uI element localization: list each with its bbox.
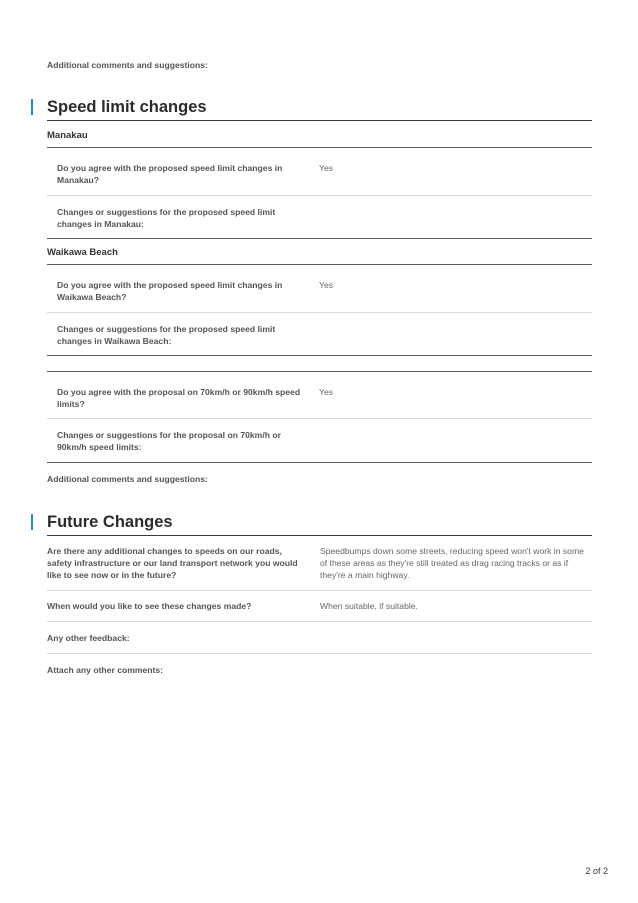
question-row [47, 148, 592, 196]
answer-value: Speedbumps down some streets, reducing speed won't work in some of these areas as they're still treated as drag racing tracks or as if they're a main highway. [320, 546, 584, 580]
section-heading-future-changes [47, 511, 592, 536]
question-row [47, 419, 592, 463]
question-label: Are there any additional changes to speeds on our roads, safety infrastructure or our land transport network you would like to see now or in the future? [47, 546, 298, 580]
question-row [47, 265, 592, 313]
section-title: Future Changes [47, 513, 173, 531]
section-accent-bar [31, 514, 33, 530]
answer-value: When suitable, if suitable. [320, 601, 418, 611]
section-accent-bar [31, 99, 33, 115]
answer-value: Yes [319, 280, 334, 290]
answer-value: Yes [319, 163, 334, 173]
section-heading-speed-limit [47, 96, 592, 121]
subsection-heading-waikawa-beach: Waikawa Beach [47, 247, 592, 265]
attach-comments-label: Attach any other comments: [47, 665, 164, 675]
question-row [47, 537, 592, 591]
question-label: Changes or suggestions for the proposed speed limit changes in Waikawa Beach: [57, 324, 276, 346]
question-label: Changes or suggestions for the proposed speed limit changes in Manakau: [57, 207, 276, 229]
question-label: Do you agree with the proposed speed limit changes in Manakau? [57, 163, 283, 185]
question-label: Do you agree with the proposed speed limit changes in Waikawa Beach? [57, 280, 283, 302]
page-number: 2 of 2 [585, 866, 608, 876]
subsection-heading-empty [47, 357, 592, 372]
question-row [47, 591, 592, 622]
question-row [47, 622, 592, 654]
additional-comments-label: Additional comments and suggestions: [47, 60, 208, 70]
additional-comments-label: Additional comments and suggestions: [47, 474, 208, 484]
answer-value: Yes [319, 387, 334, 397]
question-label: Any other feedback: [47, 633, 130, 643]
section-title: Speed limit changes [47, 98, 207, 116]
subsection-heading-manakau: Manakau [47, 130, 592, 148]
question-row [47, 313, 592, 356]
question-row [47, 196, 592, 239]
question-row [47, 372, 592, 419]
question-label: Changes or suggestions for the proposal on 70km/h or 90km/h speed limits: [57, 430, 281, 452]
question-label: When would you like to see these changes made? [47, 601, 252, 611]
question-label: Do you agree with the proposal on 70km/h or 90km/h speed limits? [57, 387, 301, 409]
